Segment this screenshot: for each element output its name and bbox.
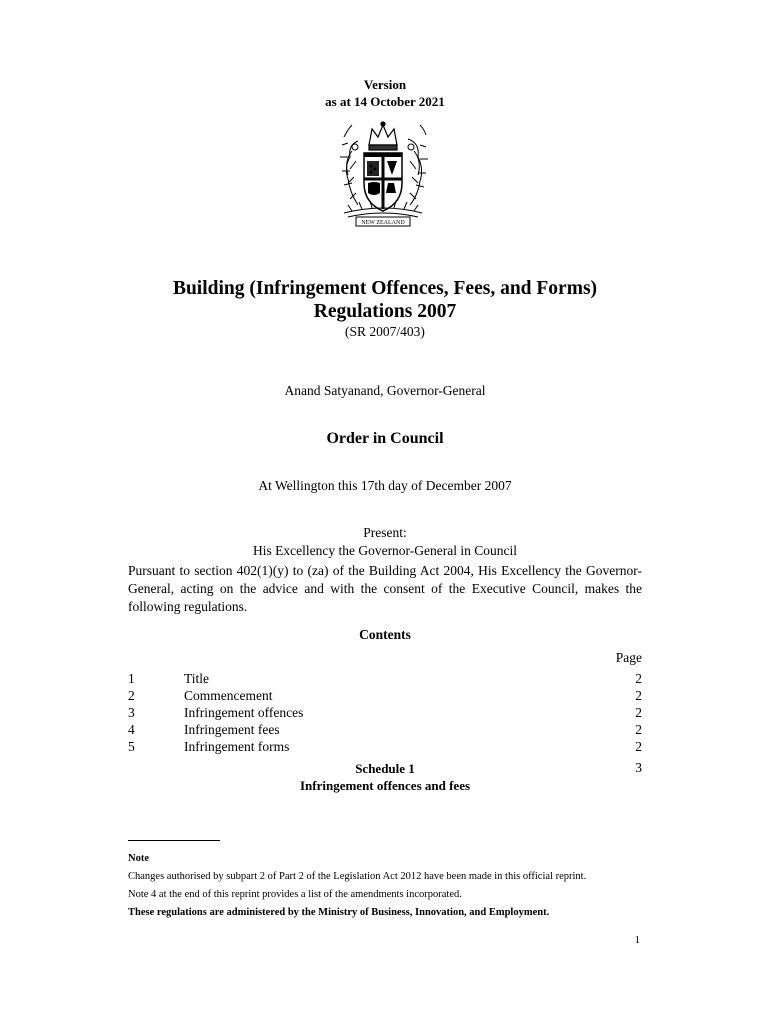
toc-item-number: 5 — [128, 739, 135, 754]
toc-item-number: 3 — [128, 705, 135, 720]
nz-coat-of-arms-icon — [322, 121, 444, 229]
note-block — [128, 850, 648, 922]
toc-item-page: 2 — [635, 688, 642, 703]
toc-schedule-entry[interactable] — [128, 760, 642, 794]
toc-item-title[interactable]: Infringement fees — [184, 722, 280, 737]
present-block — [0, 524, 770, 560]
title-line-1: Building (Infringement Offences, Fees, and Forms) — [172, 278, 598, 299]
toc-item-title[interactable]: Title — [184, 671, 210, 686]
wellington-date-line: At Wellington this 17th day of December 2007 — [258, 478, 512, 493]
toc-item-number: 2 — [128, 688, 135, 703]
present-label: Present: — [363, 525, 407, 540]
toc-item-title[interactable]: Infringement offences — [184, 705, 304, 720]
sr-number: (SR 2007/403) — [345, 324, 425, 339]
order-in-council-heading: Order in Council — [326, 430, 444, 447]
present-line: His Excellency the Governor-General in Council — [252, 543, 517, 558]
note-heading: Note — [128, 853, 149, 864]
toc-item-title[interactable]: Commencement — [184, 688, 273, 703]
svg-text:NEW ZEALAND: NEW ZEALAND — [361, 220, 405, 226]
note-line-2: Note 4 at the end of this reprint provides a list of the amendments incorporated. — [128, 889, 462, 900]
toc-item[interactable] — [128, 687, 642, 704]
toc-item-number: 4 — [128, 722, 135, 737]
table-of-contents — [128, 670, 642, 755]
note-line-3: These regulations are administered by the Ministry of Business, Innovation, and Employment. — [128, 907, 550, 918]
title-line-2: Regulations 2007 — [313, 301, 457, 322]
toc-item[interactable] — [128, 738, 642, 755]
contents-page-label: Page — [615, 650, 642, 665]
regulation-title — [0, 277, 770, 323]
schedule-title[interactable]: Infringement offences and fees — [299, 778, 471, 793]
toc-item-page: 2 — [635, 705, 642, 720]
version-date: as at 14 October 2021 — [325, 94, 445, 109]
version-block — [0, 76, 770, 110]
toc-item-page: 2 — [635, 739, 642, 754]
toc-item-number: 1 — [128, 671, 135, 686]
schedule-label: Schedule 1 — [355, 761, 415, 776]
governor-general-line: Anand Satyanand, Governor-General — [284, 383, 486, 398]
note-line-1: Changes authorised by subpart 2 of Part 2 of the Legislation Act 2012 have been made in this official reprint. — [128, 871, 587, 882]
schedule-page: 3 — [635, 760, 642, 775]
toc-item[interactable] — [128, 721, 642, 738]
contents-heading: Contents — [359, 627, 411, 642]
preamble-paragraph: Pursuant to section 402(1)(y) to (za) of the Building Act 2004, His Excellency the Governor-General, acting on the advice and with the consent of the Executive Council, makes the following regulations. — [128, 563, 642, 614]
toc-item[interactable] — [128, 704, 642, 721]
toc-item-title[interactable]: Infringement forms — [184, 739, 290, 754]
version-label: Version — [363, 77, 407, 92]
toc-item-page: 2 — [635, 722, 642, 737]
page-number: 1 — [634, 934, 640, 946]
toc-item-page: 2 — [635, 671, 642, 686]
footnote-divider — [128, 840, 220, 841]
toc-item[interactable] — [128, 670, 642, 687]
